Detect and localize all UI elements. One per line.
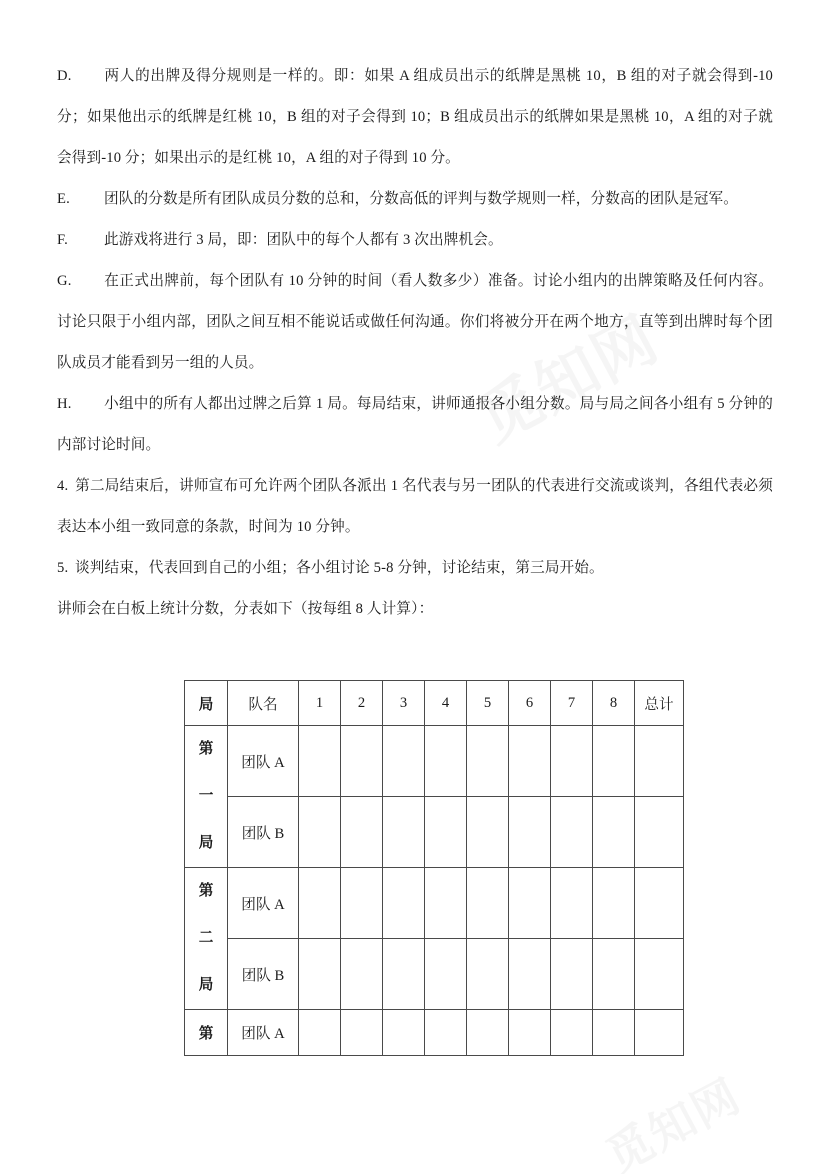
score-cell[interactable] <box>341 726 383 797</box>
score-cell[interactable] <box>383 1010 425 1056</box>
score-cell[interactable] <box>341 868 383 939</box>
score-total-cell[interactable] <box>635 868 684 939</box>
paragraph-item-f <box>57 220 773 261</box>
score-cell[interactable] <box>299 939 341 1010</box>
round-label-cell-1 <box>185 726 228 868</box>
table-row <box>185 939 684 1010</box>
paragraph-text: 第二局结束后，讲师宣布可允许两个团队各派出 1 名代表与另一团队的代表进行交流或谈判，各组代表必须表达本小组一致同意的条款，时间为 10 分钟。 <box>57 478 773 535</box>
table-header-cell-4: 4 <box>425 681 467 726</box>
round-label-char: 局 <box>198 835 214 851</box>
score-cell[interactable] <box>341 797 383 868</box>
score-cell[interactable] <box>341 1010 383 1056</box>
paragraph-text: 谈判结束，代表回到自己的小组；各小组讨论 5-8 分钟，讨论结束，第三局开始。 <box>75 560 604 576</box>
score-cell[interactable] <box>509 726 551 797</box>
paragraph-text: 在正式出牌前，每个团队有 10 分钟的时间（看人数多少）准备。讨论小组内的出牌策略及任何内容。讨论只限于小组内部，团队之间互相不能说话或做任何沟通。你们将被分开在两个地方，直等到出牌时每个团队成员才能看到另一组的人员。 <box>57 273 773 371</box>
paragraph-marker: H. <box>57 396 72 412</box>
table-header-row <box>185 681 684 726</box>
score-total-cell[interactable] <box>635 726 684 797</box>
score-cell[interactable] <box>425 939 467 1010</box>
table-header-cell-team: 队名 <box>228 681 299 726</box>
score-cell[interactable] <box>509 1010 551 1056</box>
score-cell[interactable] <box>467 939 509 1010</box>
score-cell[interactable] <box>467 868 509 939</box>
score-cell[interactable] <box>593 868 635 939</box>
table-row <box>185 1010 684 1056</box>
score-cell[interactable] <box>383 726 425 797</box>
team-name-cell: 团队 A <box>228 868 299 939</box>
score-total-cell[interactable] <box>635 797 684 868</box>
table-header-cell-6: 6 <box>509 681 551 726</box>
score-cell[interactable] <box>383 868 425 939</box>
table-row <box>185 868 684 939</box>
score-cell[interactable] <box>551 1010 593 1056</box>
score-total-cell[interactable] <box>635 939 684 1010</box>
score-cell[interactable] <box>509 868 551 939</box>
score-cell[interactable] <box>425 797 467 868</box>
score-cell[interactable] <box>425 868 467 939</box>
table-header-cell-total: 总计 <box>635 681 684 726</box>
score-cell[interactable] <box>593 726 635 797</box>
table-header-cell-3: 3 <box>383 681 425 726</box>
round-label-cell-3: 第 <box>185 1010 228 1056</box>
score-cell[interactable] <box>593 939 635 1010</box>
round-label-char: 局 <box>198 977 214 993</box>
paragraph-marker: G. <box>57 273 72 289</box>
score-cell[interactable] <box>593 797 635 868</box>
score-cell[interactable] <box>425 726 467 797</box>
paragraph-item-h <box>57 384 773 466</box>
table-header-cell-7: 7 <box>551 681 593 726</box>
score-cell[interactable] <box>299 868 341 939</box>
score-total-cell[interactable] <box>635 1010 684 1056</box>
table-header-cell-1: 1 <box>299 681 341 726</box>
score-table-container <box>184 680 773 1056</box>
paragraph-text: 此游戏将进行 3 局，即：团队中的每个人都有 3 次出牌机会。 <box>104 232 503 248</box>
score-cell[interactable] <box>425 1010 467 1056</box>
paragraph-scoreboard-note <box>57 589 773 630</box>
table-row <box>185 726 684 797</box>
paragraph-marker: F. <box>57 232 68 248</box>
score-cell[interactable] <box>551 726 593 797</box>
score-cell[interactable] <box>551 939 593 1010</box>
paragraph-item-d <box>57 56 773 179</box>
team-name-cell: 团队 A <box>228 726 299 797</box>
document-body <box>57 56 773 1056</box>
table-header-cell-2: 2 <box>341 681 383 726</box>
round-label-cell-2 <box>185 868 228 1010</box>
round-label-char: 第 <box>198 883 214 899</box>
paragraph-text: 两人的出牌及得分规则是一样的。即：如果 A 组成员出示的纸牌是黑桃 10，B 组的对子就会得到-10 分；如果他出示的纸牌是红桃 10，B 组的对子会得到 10；B 组成员出示的纸牌如果是黑桃 10，A 组的对子就会得到-10 分；如果出示的是红桃 10，A 组的对子得到 10 分。 <box>57 68 773 166</box>
score-cell[interactable] <box>509 939 551 1010</box>
score-cell[interactable] <box>383 939 425 1010</box>
paragraph-text: 讲师会在白板上统计分数，分表如下（按每组 8 人计算）： <box>57 601 434 617</box>
round-label-char: 第 <box>198 741 214 757</box>
score-cell[interactable] <box>593 1010 635 1056</box>
score-cell[interactable] <box>551 868 593 939</box>
team-name-cell: 团队 B <box>228 939 299 1010</box>
watermark-bottom <box>593 1060 751 1174</box>
paragraph-marker: 4. <box>57 478 69 494</box>
table-header-cell-5: 5 <box>467 681 509 726</box>
score-cell[interactable] <box>299 797 341 868</box>
paragraph-marker: 5. <box>57 560 69 576</box>
paragraph-item-4 <box>57 466 773 548</box>
score-cell[interactable] <box>467 726 509 797</box>
table-header-cell-round: 局 <box>185 681 228 726</box>
paragraph-text: 团队的分数是所有团队成员分数的总和，分数高低的评判与数学规则一样，分数高的团队是冠军。 <box>104 191 738 207</box>
score-cell[interactable] <box>551 797 593 868</box>
score-cell[interactable] <box>509 797 551 868</box>
paragraph-item-g <box>57 261 773 384</box>
score-cell[interactable] <box>467 1010 509 1056</box>
score-cell[interactable] <box>299 726 341 797</box>
score-table <box>184 680 684 1056</box>
score-cell[interactable] <box>341 939 383 1010</box>
round-label-char: 一 <box>198 788 214 804</box>
round-label-char: 二 <box>198 930 214 946</box>
paragraph-item-5 <box>57 548 773 589</box>
score-cell[interactable] <box>299 1010 341 1056</box>
score-cell[interactable] <box>383 797 425 868</box>
paragraph-item-e <box>57 179 773 220</box>
team-name-cell: 团队 A <box>228 1010 299 1056</box>
paragraph-marker: D. <box>57 68 72 84</box>
paragraph-marker: E. <box>57 191 70 207</box>
score-cell[interactable] <box>467 797 509 868</box>
team-name-cell: 团队 B <box>228 797 299 868</box>
table-header-cell-8: 8 <box>593 681 635 726</box>
table-row <box>185 797 684 868</box>
paragraph-text: 小组中的所有人都出过牌之后算 1 局。每局结束，讲师通报各小组分数。局与局之间各小组有 5 分钟的内部讨论时间。 <box>57 396 773 453</box>
